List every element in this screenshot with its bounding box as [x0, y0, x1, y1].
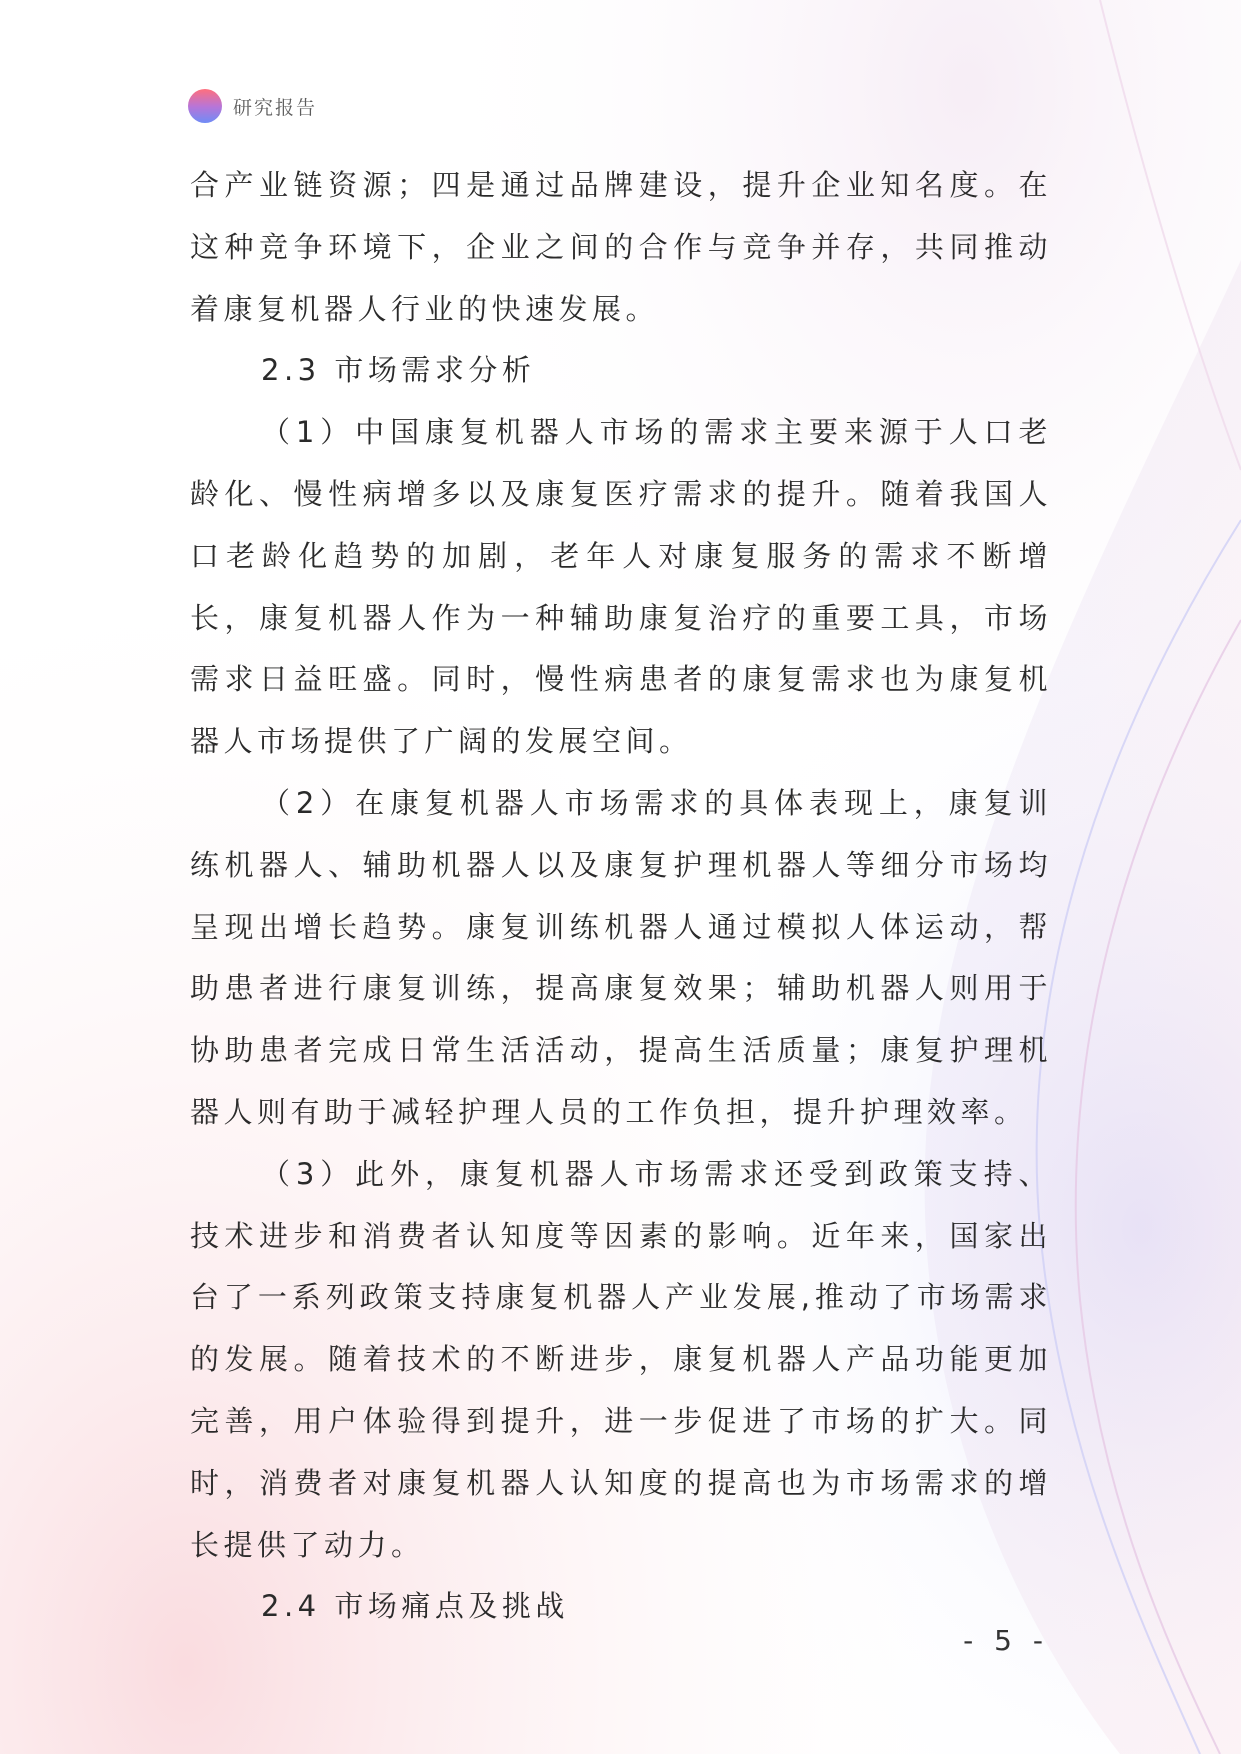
report-header-title: 研究报告 — [233, 96, 318, 119]
report-logo-icon — [188, 89, 222, 123]
paragraph-demand-3: （3）此外，康复机器人市场需求还受到政策支持、技术进步和消费者认知度等因素的影响。近年来，国家出台了一系列政策支持康复机器人产业发展,推动了市场需求的发展。随着技术的不断进步，康复机器人产品功能更加完善，用户体验得到提升，进一步促进了市场的扩大。同时，消费者对康复机器人认知度的提高也为市场需求的增长提供了动力。 — [190, 1156, 1052, 1562]
report-header — [188, 89, 317, 123]
paragraph-demand-1: （1）中国康复机器人市场的需求主要来源于人口老龄化、慢性病增多以及康复医疗需求的提升。随着我国人口老龄化趋势的加剧，老年人对康复服务的需求不断增长，康复机器人作为一种辅助康复治疗的重要工具，市场需求日益旺盛。同时，慢性病患者的康复需求也为康复机器人市场提供了广阔的发展空间。 — [190, 415, 1052, 759]
section-heading-2-3: 2.3 市场需求分析 — [261, 353, 536, 388]
section-heading-2-4: 2.4 市场痛点及挑战 — [261, 1589, 569, 1624]
document-body — [190, 155, 1052, 1638]
paragraph-continuation: 合产业链资源；四是通过品牌建设，提升企业知名度。在这种竞争环境下，企业之间的合作与竞争并存，共同推动着康复机器人行业的快速发展。 — [190, 168, 1052, 326]
page-number: - 5 - — [963, 1624, 1049, 1657]
paragraph-demand-2: （2）在康复机器人市场需求的具体表现上，康复训练机器人、辅助机器人以及康复护理机器人等细分市场均呈现出增长趋势。康复训练机器人通过模拟人体运动，帮助患者进行康复训练，提高康复效果；辅助机器人则用于协助患者完成日常生活活动，提高生活质量；康复护理机器人则有助于减轻护理人员的工作负担，提升护理效率。 — [190, 785, 1052, 1129]
